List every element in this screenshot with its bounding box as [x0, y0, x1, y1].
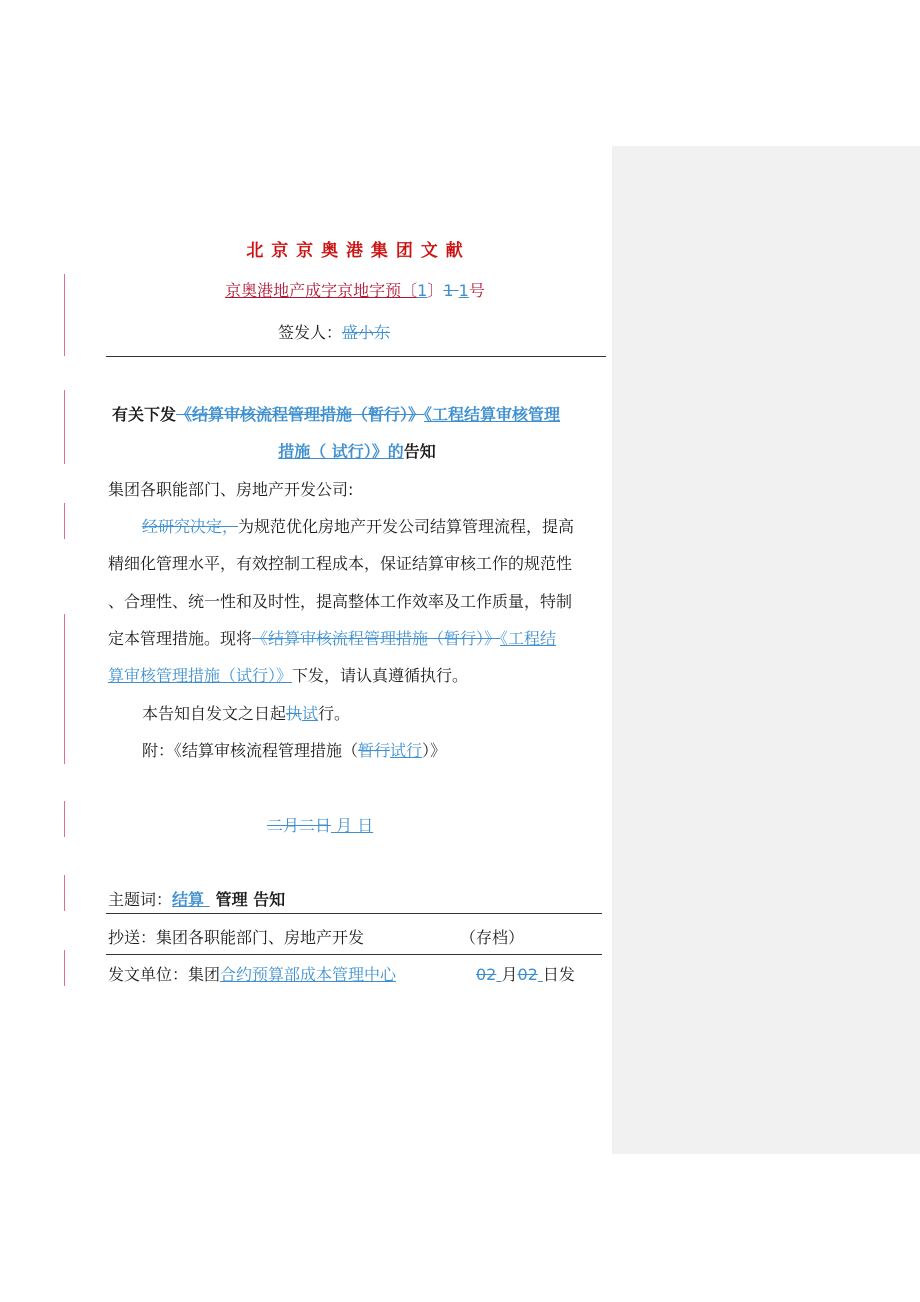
title-suffix: 告知	[403, 442, 436, 461]
p2-inserted: 试	[302, 704, 319, 723]
doc-no-num-deleted: 1	[443, 281, 454, 300]
paragraph-line	[108, 663, 468, 686]
doc-no-deleted: 京奥港地产成字	[225, 281, 338, 300]
keywords-label: 主题词：	[108, 890, 173, 909]
org-title: 北 京 京 奥 港 集 团 文 献	[246, 241, 464, 261]
attachment-line	[142, 738, 446, 761]
title-inserted-line2: 措施（ 试行）》的	[278, 442, 404, 461]
paragraph-line	[108, 626, 556, 649]
date-deleted: 二月二日	[267, 816, 332, 835]
p1-text: 为规范优化房地产开发公司结算管理流程，提高	[238, 517, 575, 536]
effective-date-paragraph	[142, 701, 350, 724]
paragraph-line: 精细化管理水平，有效控制工程成本，保证结算审核工作的规范性	[108, 554, 573, 573]
issue-month-deleted: 02	[476, 965, 497, 984]
attach-deleted: 暂行	[358, 741, 391, 760]
change-bar	[64, 875, 65, 911]
paragraph-line	[142, 514, 574, 537]
footer-divider	[106, 913, 602, 914]
change-bar	[64, 801, 65, 837]
document-number	[0, 278, 710, 301]
change-bar	[64, 950, 65, 986]
attach-text1: 附：《结算审核流程管理措施（	[142, 741, 359, 760]
doc-no-bracket: 〕	[427, 281, 444, 300]
paragraph-line: 、合理性、统一性和及时性，提高整体工作效率及工作质量，特制	[108, 592, 573, 611]
keywords-rest: 管理 告知	[215, 890, 286, 909]
p1-line4-text: 定本管理措施。现将	[108, 629, 253, 648]
issue-month-suffix: 月	[501, 965, 518, 984]
notice-title-line1	[112, 402, 560, 425]
issue-day-suffix: 日发	[542, 965, 575, 984]
footer-divider	[106, 954, 602, 955]
header-divider	[106, 356, 606, 357]
p1-deleted: 经研究决定，	[142, 517, 239, 536]
doc-no-year-inserted: 1	[417, 281, 428, 300]
signer-name-deleted: 盛小东	[342, 323, 391, 342]
issue-day-deleted: 02	[517, 965, 538, 984]
attach-text2: ）》	[422, 741, 447, 760]
keywords-line	[108, 887, 285, 910]
issuer-inserted: 合约预算部成本管理中心	[220, 965, 397, 984]
p2-text1: 本告知自发文之日起	[142, 704, 287, 723]
date-inserted: 月 日	[331, 816, 374, 835]
p1-line4-inserted: 《工程结	[500, 629, 557, 648]
attach-inserted: 试行	[390, 741, 423, 760]
issue-date	[267, 813, 373, 836]
salutation: 集团各职能部门、房地产开发公司:	[108, 480, 354, 499]
cc-line: 抄送：集团各职能部门、房地产开发	[108, 928, 365, 947]
keywords-inserted: 结算	[172, 890, 210, 909]
cc-archive: （存档）	[460, 928, 525, 947]
p1-line5-inserted: 算审核管理措施（试行）》	[108, 666, 293, 685]
signer-line	[0, 320, 668, 343]
p2-text2: 行。	[318, 704, 351, 723]
issuer-label: 发文单位：集团	[108, 965, 221, 984]
p1-line4-deleted: 《结算审核流程管理措施（暂行）》	[252, 629, 501, 648]
change-bar	[64, 503, 65, 539]
title-deleted: 《结算审核流程管理措施（暂行）》	[176, 405, 425, 424]
p2-deleted: 执	[286, 704, 303, 723]
p1-line5-text: 下发，请认真遵循执行。	[292, 666, 469, 685]
title-prefix: 有关下发	[112, 405, 177, 424]
title-inserted-line1: 《工程结算审核管理	[424, 405, 561, 424]
doc-no-suffix: 号	[468, 281, 485, 300]
issuer-line	[108, 962, 396, 985]
issuer-date	[476, 962, 575, 985]
change-bar	[64, 614, 65, 764]
doc-no-num-inserted: 1	[458, 281, 469, 300]
doc-no-text: 京地字预〔	[337, 281, 418, 300]
signer-label: 签发人：	[277, 323, 342, 342]
notice-title-line2	[0, 439, 714, 462]
